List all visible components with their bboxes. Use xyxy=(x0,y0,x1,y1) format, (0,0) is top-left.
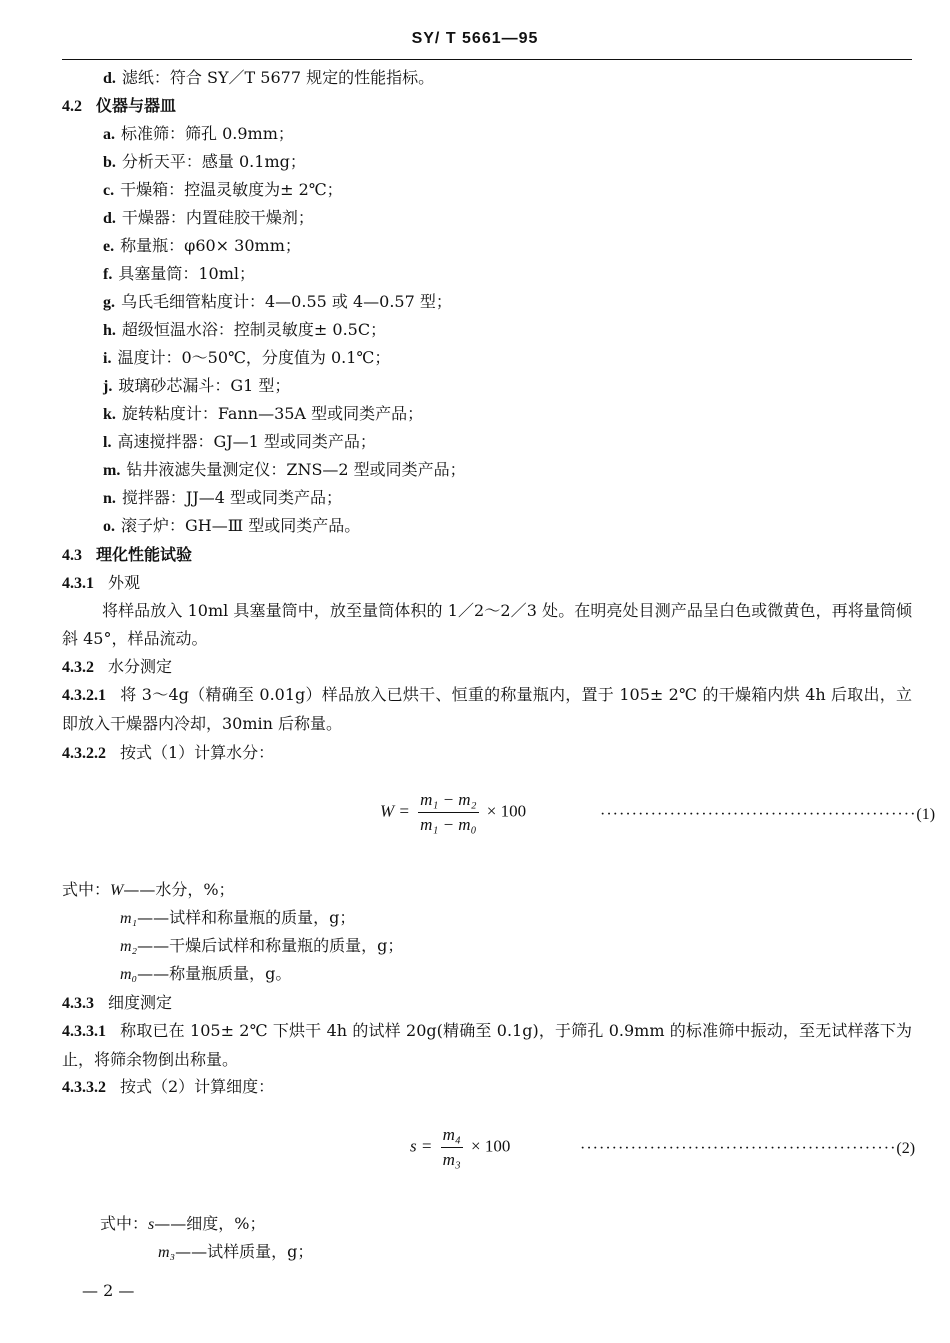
item-text: 滚子炉：GH—Ⅲ 型或同类产品。 xyxy=(121,516,361,535)
where-text: ——水分，%； xyxy=(123,880,235,899)
where-symbol: s xyxy=(148,1216,155,1233)
formula-fraction xyxy=(418,790,478,835)
where-text: ——干燥后试样和称量瓶的质量，g； xyxy=(137,936,404,955)
equation-number-1 xyxy=(600,806,935,824)
where-symbol: W xyxy=(110,882,124,899)
item-text: 称量瓶：φ60× 30mm； xyxy=(120,236,301,255)
item-text: 钻井液滤失量测定仪：ZNS—2 型或同类产品； xyxy=(126,460,466,479)
instrument-item xyxy=(103,432,376,453)
formula-2 xyxy=(410,1125,510,1170)
section-4-2 xyxy=(62,96,176,117)
instrument-item xyxy=(103,460,466,481)
where-line xyxy=(62,880,235,901)
item-text: 高速搅拌器：GJ—1 型或同类产品； xyxy=(117,432,376,451)
clause-number: 4.3.2.1 xyxy=(62,687,106,704)
formula-multiplier: × 100 xyxy=(471,1136,511,1156)
where-symbol: m₁ xyxy=(120,910,138,927)
instrument-item xyxy=(103,376,290,397)
instrument-item xyxy=(103,264,255,285)
fineness-procedure-paragraph xyxy=(62,1017,912,1074)
moisture-procedure-paragraph xyxy=(62,681,912,738)
clause-text: 将 3～4g（精确至 0.01g）样品放入已烘干、恒重的称量瓶内，置于 105± 2℃ 的干燥箱内烘 4h 后取出，立即放入干燥器内冷却，30min 后称量。 xyxy=(62,685,912,733)
page-number: — 2 — xyxy=(82,1281,135,1300)
standard-code-header: SY/ T 5661—95 xyxy=(411,30,539,47)
item-text: 干燥箱：控温灵敏度为± 2℃； xyxy=(120,180,343,199)
item-text: 搅拌器：JJ—4 型或同类产品； xyxy=(121,488,343,507)
formula-1 xyxy=(380,790,526,835)
clause-number: 4.3.3.2 xyxy=(62,1079,106,1096)
item-key: d. xyxy=(103,70,116,87)
item-text: 超级恒温水浴：控制灵敏度± 0.5C； xyxy=(121,320,387,339)
item-text: 玻璃砂芯漏斗：G1 型； xyxy=(118,376,291,395)
item-text: 滤纸：符合 SY／T 5677 规定的性能指标。 xyxy=(121,68,435,87)
instrument-item xyxy=(103,320,386,341)
item-key: k. xyxy=(103,406,116,423)
item-key: a. xyxy=(103,126,115,143)
section-number: 4.2 xyxy=(62,98,82,115)
formula-multiplier: × 100 xyxy=(486,801,527,821)
item-key: i. xyxy=(103,350,112,367)
item-text: 标准筛：筛孔 0.9mm； xyxy=(121,124,294,143)
section-title: 理化性能试验 xyxy=(96,545,193,564)
formula-denominator: m₁ − m₀ xyxy=(420,815,477,834)
clause-text: 按式（1）计算水分： xyxy=(120,743,275,762)
item-key: g. xyxy=(103,294,115,311)
item-key: e. xyxy=(103,238,115,255)
leader-dots: ·················································· xyxy=(580,1140,897,1157)
instrument-item xyxy=(103,348,390,369)
item-key: j. xyxy=(103,378,113,395)
clause-text: 称取已在 105± 2℃ 下烘干 4h 的试样 20g(精确至 0.1g)，于筛孔 0.9mm 的标准筛中振动，至无试样落下为止，将筛余物倒出称量。 xyxy=(62,1021,912,1069)
section-number: 4.3.2 xyxy=(62,659,94,676)
clause-text: 按式（2）计算细度： xyxy=(120,1077,275,1096)
clause-number: 4.3.2.2 xyxy=(62,745,106,762)
item-text: 温度计：0～50℃，分度值为 0.1℃； xyxy=(117,348,391,367)
item-text: 分析天平：感量 0.1mg； xyxy=(121,152,306,171)
item-filter-paper xyxy=(103,68,434,89)
moisture-formula-intro xyxy=(62,743,274,764)
item-key: b. xyxy=(103,154,116,171)
section-title: 细度测定 xyxy=(108,993,173,1012)
item-key: l. xyxy=(103,434,112,451)
formula-lhs: s = xyxy=(410,1136,433,1156)
equation-number-2 xyxy=(580,1140,915,1158)
instrument-item xyxy=(103,488,342,509)
item-key: n. xyxy=(103,490,116,507)
where-line xyxy=(100,1214,265,1235)
section-title: 外观 xyxy=(108,573,141,592)
item-key: c. xyxy=(103,182,115,199)
fraction-bar xyxy=(418,812,478,813)
header-rule xyxy=(62,59,912,60)
item-text: 乌氏毛细管粘度计：4—0.55 或 4—0.57 型； xyxy=(121,292,452,311)
section-number: 4.3.3 xyxy=(62,995,94,1012)
where-text: ——试样质量，g； xyxy=(175,1242,314,1261)
clause-number: 4.3.3.1 xyxy=(62,1023,106,1040)
where-text: ——称量瓶质量，g。 xyxy=(137,964,292,983)
where-text: ——试样和称量瓶的质量，g； xyxy=(137,908,356,927)
item-text: 干燥器：内置硅胶干燥剂； xyxy=(121,208,314,227)
item-key: o. xyxy=(103,518,115,535)
item-key: f. xyxy=(103,266,113,283)
section-title: 仪器与器皿 xyxy=(96,96,177,115)
item-text: 旋转粘度计：Fann—35A 型或同类产品； xyxy=(121,404,424,423)
item-key: h. xyxy=(103,322,116,339)
section-number: 4.3 xyxy=(62,547,82,564)
fraction-bar xyxy=(441,1147,463,1148)
formula-denominator: m₃ xyxy=(442,1150,461,1169)
where-line xyxy=(158,1242,313,1263)
instrument-item xyxy=(103,236,301,257)
section-4-3-2 xyxy=(62,657,172,678)
section-4-3 xyxy=(62,545,192,566)
leader-dots: ·················································· xyxy=(600,806,917,823)
where-line xyxy=(120,964,291,985)
formula-numerator: m₁ − m₂ xyxy=(420,790,477,809)
fineness-formula-intro xyxy=(62,1077,274,1098)
where-text: ——细度，%； xyxy=(154,1214,266,1233)
instrument-item xyxy=(103,208,314,229)
where-line xyxy=(120,936,403,957)
where-label: 式中： xyxy=(62,880,111,899)
where-symbol: m₃ xyxy=(158,1244,176,1261)
appearance-paragraph: 将样品放入 10ml 具塞量筒中，放至量筒体积的 1／2～2／3 处。在明亮处目测产品呈白色或微黄色，再将量筒倾斜 45°，样品流动。 xyxy=(62,601,912,648)
section-title: 水分测定 xyxy=(108,657,173,676)
where-symbol: m₂ xyxy=(120,938,138,955)
equation-number: (1) xyxy=(916,806,936,823)
instrument-item xyxy=(103,180,343,201)
where-label: 式中： xyxy=(100,1214,149,1233)
item-key: m. xyxy=(103,462,121,479)
equation-number: (2) xyxy=(896,1140,916,1157)
section-4-3-1 xyxy=(62,573,140,594)
instrument-item xyxy=(103,404,423,425)
formula-lhs: W = xyxy=(380,801,410,821)
item-key: d. xyxy=(103,210,116,227)
formula-numerator: m₄ xyxy=(442,1125,461,1144)
instrument-item xyxy=(103,152,306,173)
instrument-item xyxy=(103,292,452,313)
where-line xyxy=(120,908,355,929)
section-number: 4.3.1 xyxy=(62,575,94,592)
where-symbol: m₀ xyxy=(120,966,138,983)
section-4-3-3 xyxy=(62,993,172,1014)
instrument-item xyxy=(103,124,294,145)
instrument-item xyxy=(103,516,360,537)
formula-fraction xyxy=(441,1125,463,1170)
item-text: 具塞量筒：10ml； xyxy=(118,264,255,283)
